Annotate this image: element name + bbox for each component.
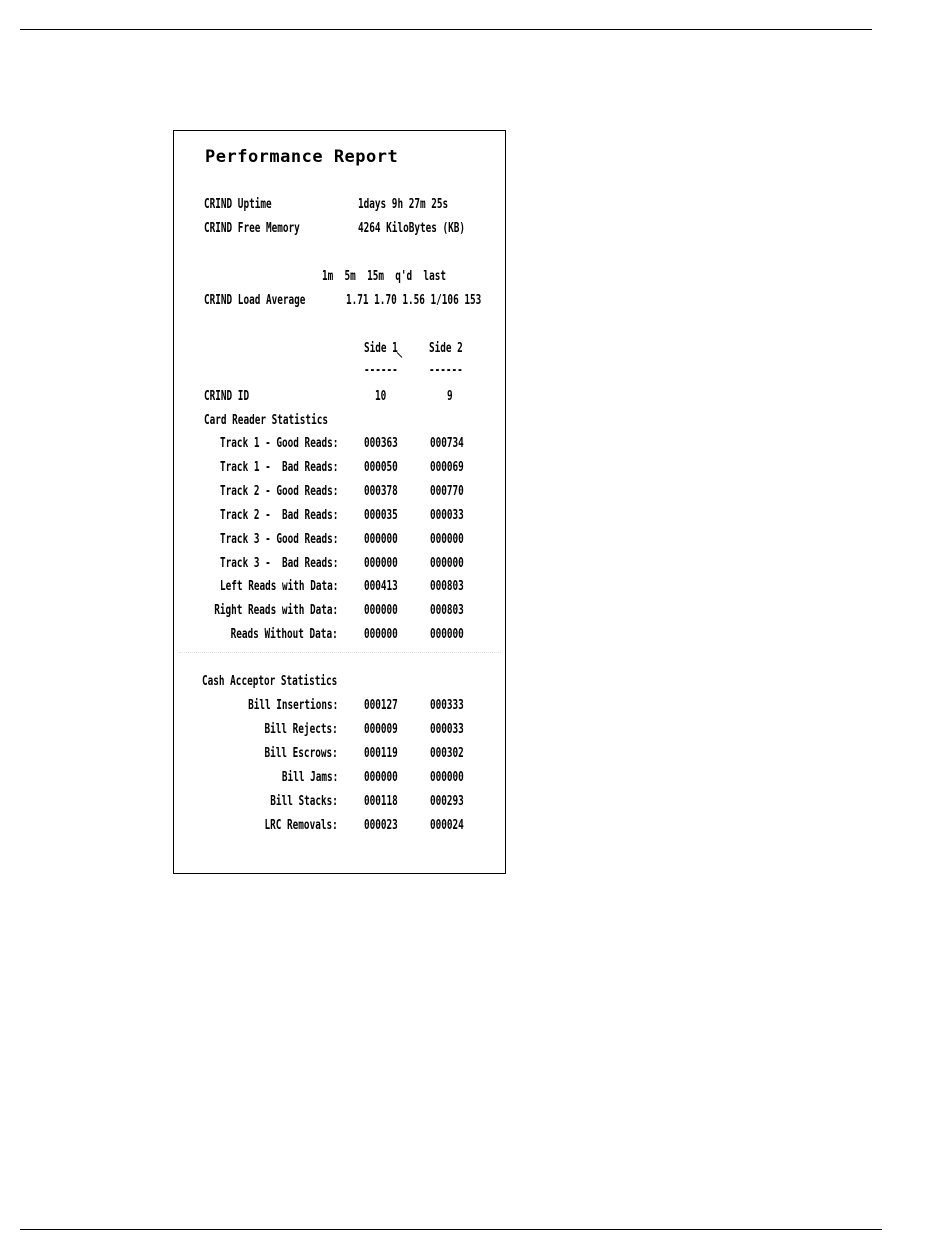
stat-label: Track 3 - Bad Reads: bbox=[219, 555, 338, 571]
stat-side1-value: 000127 bbox=[364, 698, 398, 713]
side1-divider: ------ bbox=[364, 363, 398, 378]
stat-label: Track 1 - Bad Reads: bbox=[219, 459, 338, 475]
load-values: 1.71 1.70 1.56 1/106 153 bbox=[346, 293, 482, 308]
stat-side2-value: 000770 bbox=[430, 483, 464, 499]
stat-side2-value: 000069 bbox=[430, 459, 464, 475]
stat-side2-value: 000333 bbox=[430, 698, 464, 713]
stat-label: Track 2 - Good Reads: bbox=[219, 483, 338, 499]
stat-label: Reads Without Data: bbox=[230, 627, 338, 643]
stat-side1-value: 000023 bbox=[364, 817, 398, 833]
stat-side2-value: 000734 bbox=[430, 436, 464, 451]
stat-label: Track 2 - Bad Reads: bbox=[219, 507, 338, 523]
stat-side1-value: 000050 bbox=[364, 459, 398, 475]
stat-label: Bill Stacks: bbox=[270, 793, 338, 809]
stat-side1-value: 000000 bbox=[364, 531, 398, 547]
stat-side2-value: 000000 bbox=[430, 555, 464, 571]
stat-side1-value: 000035 bbox=[364, 507, 398, 523]
stat-side1-value: 000378 bbox=[364, 483, 398, 499]
uptime-label: CRIND Uptime bbox=[204, 197, 272, 212]
stat-side2-value: 000803 bbox=[430, 603, 464, 619]
uptime-value: 1days 9h 27m 25s bbox=[358, 197, 449, 212]
stat-side1-value: 000413 bbox=[364, 579, 398, 595]
stat-side2-value: 000000 bbox=[430, 627, 464, 643]
stat-label: Bill Rejects: bbox=[264, 721, 338, 737]
report-title: Performance Report bbox=[205, 147, 399, 167]
top-rule bbox=[20, 29, 872, 30]
load-header: 1m 5m 15m q'd last bbox=[322, 269, 446, 284]
bottom-rule bbox=[20, 1229, 882, 1230]
stat-side1-value: 000119 bbox=[364, 745, 398, 761]
stat-side1-value: 000000 bbox=[364, 555, 398, 571]
stat-label: Bill Escrows: bbox=[264, 745, 338, 761]
crind-id-side1: 10 bbox=[375, 389, 387, 404]
stat-label: LRC Removals: bbox=[264, 817, 338, 833]
stat-side2-value: 000302 bbox=[430, 745, 464, 761]
side2-header: Side 2 bbox=[429, 341, 463, 356]
card-reader-heading: Card Reader Statistics bbox=[204, 413, 328, 428]
stat-side1-value: 000000 bbox=[364, 627, 398, 643]
side2-divider: ------ bbox=[429, 363, 463, 378]
side1-header: Side 1 bbox=[364, 341, 398, 356]
stat-side2-value: 000293 bbox=[430, 793, 464, 809]
section-separator bbox=[179, 652, 501, 653]
stat-side1-value: 000000 bbox=[364, 769, 398, 785]
stat-side2-value: 000000 bbox=[430, 531, 464, 547]
stat-side2-value: 000000 bbox=[430, 769, 464, 785]
performance-report-receipt bbox=[173, 130, 506, 874]
cash-acceptor-heading: Cash Acceptor Statistics bbox=[202, 674, 338, 689]
crind-id-side2: 9 bbox=[447, 389, 453, 404]
stat-label: Bill Jams: bbox=[281, 769, 338, 785]
stat-label: Left Reads with Data: bbox=[219, 579, 338, 595]
load-label: CRIND Load Average bbox=[204, 293, 306, 308]
stat-label: Bill Insertions: bbox=[247, 698, 338, 713]
stat-label: Track 1 - Good Reads: bbox=[219, 436, 338, 451]
stat-side2-value: 000803 bbox=[430, 579, 464, 595]
stat-side1-value: 000000 bbox=[364, 603, 398, 619]
memory-value: 4264 KiloBytes (KB) bbox=[358, 221, 466, 236]
stat-side1-value: 000363 bbox=[364, 436, 398, 451]
stat-label: Right Reads with Data: bbox=[214, 603, 338, 619]
memory-label: CRIND Free Memory bbox=[204, 221, 300, 236]
stat-label: Track 3 - Good Reads: bbox=[219, 531, 338, 547]
stat-side2-value: 000024 bbox=[430, 817, 464, 833]
stat-side1-value: 000009 bbox=[364, 721, 398, 737]
stat-side2-value: 000033 bbox=[430, 507, 464, 523]
stat-side1-value: 000118 bbox=[364, 793, 398, 809]
pen-mark bbox=[397, 347, 408, 358]
stat-side2-value: 000033 bbox=[430, 721, 464, 737]
crind-id-label: CRIND ID bbox=[204, 389, 250, 404]
